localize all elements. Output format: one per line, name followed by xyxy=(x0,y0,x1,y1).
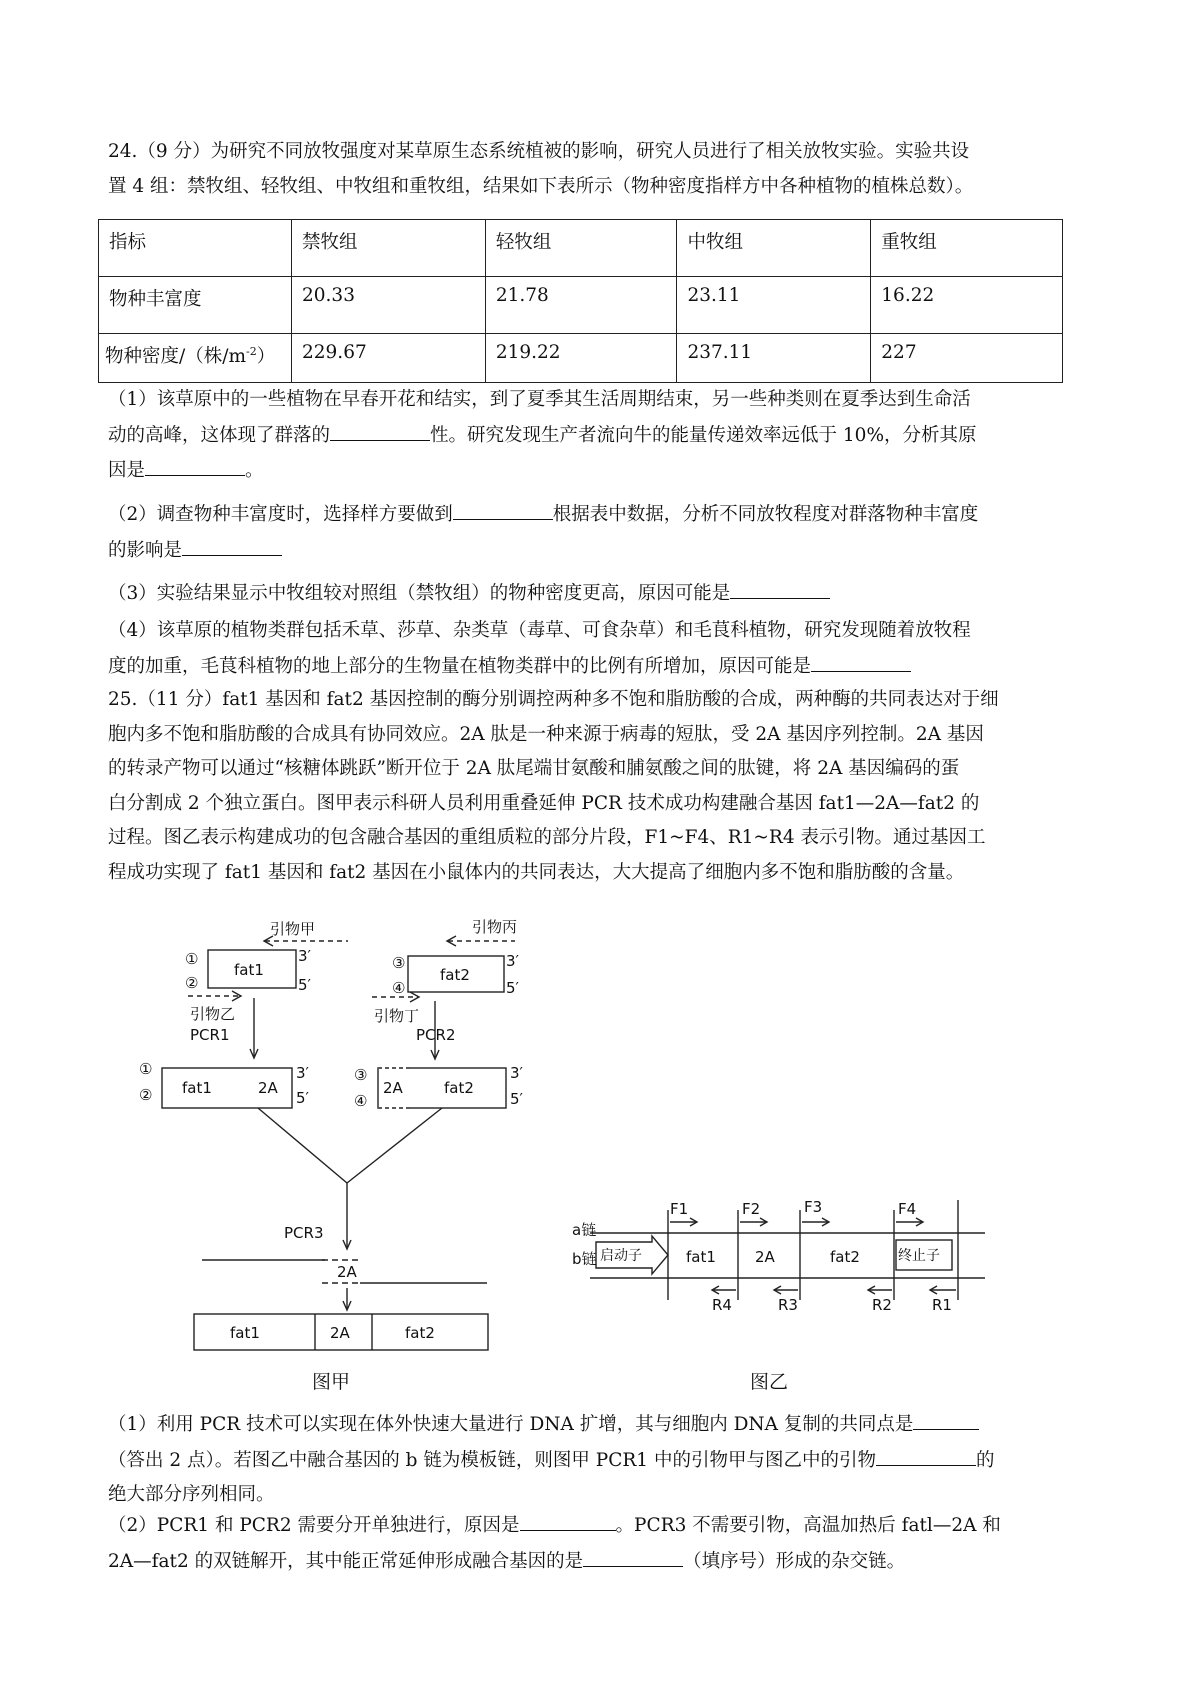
text-line: 动的高峰，这体现了群落的 xyxy=(108,424,331,446)
table-header-cell: 重牧组 xyxy=(871,220,1063,277)
label-fat2: fat2 xyxy=(444,1079,474,1097)
label-pcr1: PCR1 xyxy=(190,1026,230,1044)
label-5prime: 5′ xyxy=(506,979,519,997)
q24-intro-line2: 置 4 组：禁牧组、轻牧组、中牧组和重牧组，结果如下表所示（物种密度指样方中各种植物的植株总数）。 xyxy=(108,175,974,197)
density-label-text: 物种密度/（株/m xyxy=(105,346,247,367)
label-5prime: 5′ xyxy=(510,1090,523,1108)
label-f3: F3 xyxy=(804,1198,823,1216)
text-line: 根据表中数据，分析不同放牧程度对群落物种丰富度 xyxy=(552,504,979,525)
text-line: （填序号）形成的杂交链。 xyxy=(683,1550,906,1572)
text-line: 。PCR3 不需要引物，高温加热后 fatl—2A 和 xyxy=(615,1515,1001,1536)
text-line: （1）利用 PCR 技术可以实现在体外快速大量进行 DNA 扩增，其与细胞内 DNA 复制的共同点是 xyxy=(108,1414,914,1435)
text-line: （4）该草原的植物类群包括禾草、莎草、杂类草（毒草、可食杂草）和毛茛科植物，研究发现随着放牧程 xyxy=(108,620,971,641)
table-cell: 20.33 xyxy=(292,277,486,334)
label-fat1: fat1 xyxy=(686,1248,716,1266)
label-2a: 2A xyxy=(755,1248,775,1266)
figure-yi-caption: 图乙 xyxy=(750,1371,789,1393)
label-f1: F1 xyxy=(670,1200,689,1218)
label-strand-2: ② xyxy=(185,974,199,992)
text-line: 的转录产物可以通过“核糖体跳跃”断开位于 2A 肽尾端甘氨酸和脯氨酸之间的肽键，将 2A 基因编码的蛋 xyxy=(108,758,960,779)
text-line: 的 xyxy=(975,1449,995,1471)
q25-part2 xyxy=(108,1508,1098,1579)
table-cell: 23.11 xyxy=(677,277,871,334)
label-2a: 2A xyxy=(330,1324,350,1342)
label-primer-ding: 引物丁 xyxy=(374,1007,420,1025)
text-line: （2）PCR1 和 PCR2 需要分开单独进行，原因是 xyxy=(108,1515,520,1536)
answer-blank[interactable] xyxy=(520,1508,616,1531)
label-3prime: 3′ xyxy=(298,947,311,965)
label-r3: R3 xyxy=(778,1296,798,1314)
table-cell: 物种丰富度 xyxy=(99,277,292,334)
label-r4: R4 xyxy=(712,1296,732,1314)
label-2a: 2A xyxy=(258,1079,278,1097)
table-header-cell: 禁牧组 xyxy=(292,220,486,277)
label-pcr2: PCR2 xyxy=(416,1026,456,1044)
label-r1: R1 xyxy=(932,1296,952,1314)
density-label-close: ） xyxy=(256,346,276,367)
text-line: 。 xyxy=(245,460,264,481)
label-strand-3: ③ xyxy=(354,1066,368,1084)
label-terminator: 终止子 xyxy=(898,1248,940,1264)
label-fat2: fat2 xyxy=(440,966,470,984)
label-3prime: 3′ xyxy=(506,952,519,970)
text-line: （2）调查物种丰富度时，选择样方要做到 xyxy=(108,504,453,525)
text-line: （3）实验结果显示中牧组较对照组（禁牧组）的物种密度更高，原因可能是 xyxy=(108,583,731,604)
label-fat2: fat2 xyxy=(405,1324,435,1342)
text-line: 2A—fat2 的双链解开，其中能正常延伸形成融合基因的是 xyxy=(108,1550,584,1572)
label-fat1: fat1 xyxy=(182,1079,212,1097)
label-f4: F4 xyxy=(898,1200,917,1218)
label-5prime: 5′ xyxy=(296,1089,309,1107)
label-b-chain: b链 xyxy=(572,1250,597,1268)
table-cell: 229.67 xyxy=(292,334,486,383)
label-strand-1: ① xyxy=(139,1060,153,1078)
label-strand-1: ① xyxy=(185,950,199,968)
label-fat2: fat2 xyxy=(830,1248,860,1266)
label-3prime: 3′ xyxy=(296,1064,309,1082)
label-pcr3: PCR3 xyxy=(284,1224,324,1242)
label-f2: F2 xyxy=(742,1200,761,1218)
label-fat1: fat1 xyxy=(230,1324,260,1342)
label-strand-4: ④ xyxy=(354,1092,368,1110)
table-cell: 16.22 xyxy=(871,277,1063,334)
text-line: 因是 xyxy=(108,460,146,481)
figure-jia-caption: 图甲 xyxy=(312,1371,351,1393)
label-strand-4: ④ xyxy=(392,979,406,997)
text-line: 绝大部分序列相同。 xyxy=(108,1484,275,1505)
text-line: 过程。图乙表示构建成功的包含融合基因的重组质粒的部分片段，F1~F4、R1~R4 表示引物。通过基因工 xyxy=(108,827,986,848)
label-5prime: 5′ xyxy=(298,976,311,994)
label-primer-yi: 引物乙 xyxy=(190,1005,236,1023)
text-line: 白分割成 2 个独立蛋白。图甲表示科研人员利用重叠延伸 PCR 技术成功构建融合基因 fat1—2A—fat2 的 xyxy=(108,792,980,814)
text-line: 程成功实现了 fat1 基因和 fat2 基因在小鼠体内的共同表达，大大提高了细胞内多不饱和脂肪酸的含量。 xyxy=(108,861,965,883)
label-2a: 2A xyxy=(383,1079,403,1097)
q25-part1 xyxy=(108,1407,1098,1513)
label-primer-jia: 引物甲 xyxy=(270,920,316,938)
text-line: （1）该草原中的一些植物在早春开花和结实，到了夏季其生活周期结束，另一些种类则在夏季达到生命活 xyxy=(108,389,971,410)
label-a-chain: a链 xyxy=(572,1221,597,1239)
table-cell: 237.11 xyxy=(677,334,871,383)
label-strand-2: ② xyxy=(139,1086,153,1104)
label-3prime: 3′ xyxy=(510,1064,523,1082)
text-line: 25.（11 分）fat1 基因和 fat2 基因控制的酶分别调控两种多不饱和脂肪酸的合成，两种酶的共同表达对于细 xyxy=(108,689,999,710)
label-r2: R2 xyxy=(872,1296,892,1314)
table-cell: 21.78 xyxy=(485,277,677,334)
text-line: 胞内多不饱和脂肪酸的合成具有协同效应。2A 肽是一种来源于病毒的短肽，受 2A 基因序列控制。2A 基因 xyxy=(108,723,984,745)
table-header-cell: 指标 xyxy=(99,220,292,277)
label-fat1: fat1 xyxy=(234,961,264,979)
label-promoter: 启动子 xyxy=(600,1248,642,1264)
text-line: 的影响是 xyxy=(108,539,183,561)
text-line: 度的加重，毛茛科植物的地上部分的生物量在植物类群中的比例有所增加，原因可能是 xyxy=(108,655,812,677)
answer-blank[interactable] xyxy=(876,1443,976,1466)
q24-intro-line1: 24.（9 分）为研究不同放牧强度对某草原生态系统植被的影响，研究人员进行了相关放牧实验。实验共设 xyxy=(108,141,970,162)
table-header-cell: 中牧组 xyxy=(677,220,871,277)
answer-blank[interactable] xyxy=(583,1544,683,1567)
label-strand-3: ③ xyxy=(392,954,406,972)
label-2a: 2A xyxy=(337,1263,357,1281)
table-cell: 219.22 xyxy=(485,334,677,383)
text-line: 性。研究发现生产者流向牛的能量传递效率远低于 10%，分析其原 xyxy=(430,424,977,446)
table-cell: 227 xyxy=(871,334,1063,383)
label-primer-bing: 引物丙 xyxy=(472,918,518,936)
table-header-cell: 轻牧组 xyxy=(485,220,677,277)
answer-blank[interactable] xyxy=(913,1407,979,1430)
text-line: （答出 2 点）。若图乙中融合基因的 b 链为模板链，则图甲 PCR1 中的引物甲与图乙中的引物 xyxy=(108,1449,876,1471)
density-label-sup: -2 xyxy=(246,344,257,358)
